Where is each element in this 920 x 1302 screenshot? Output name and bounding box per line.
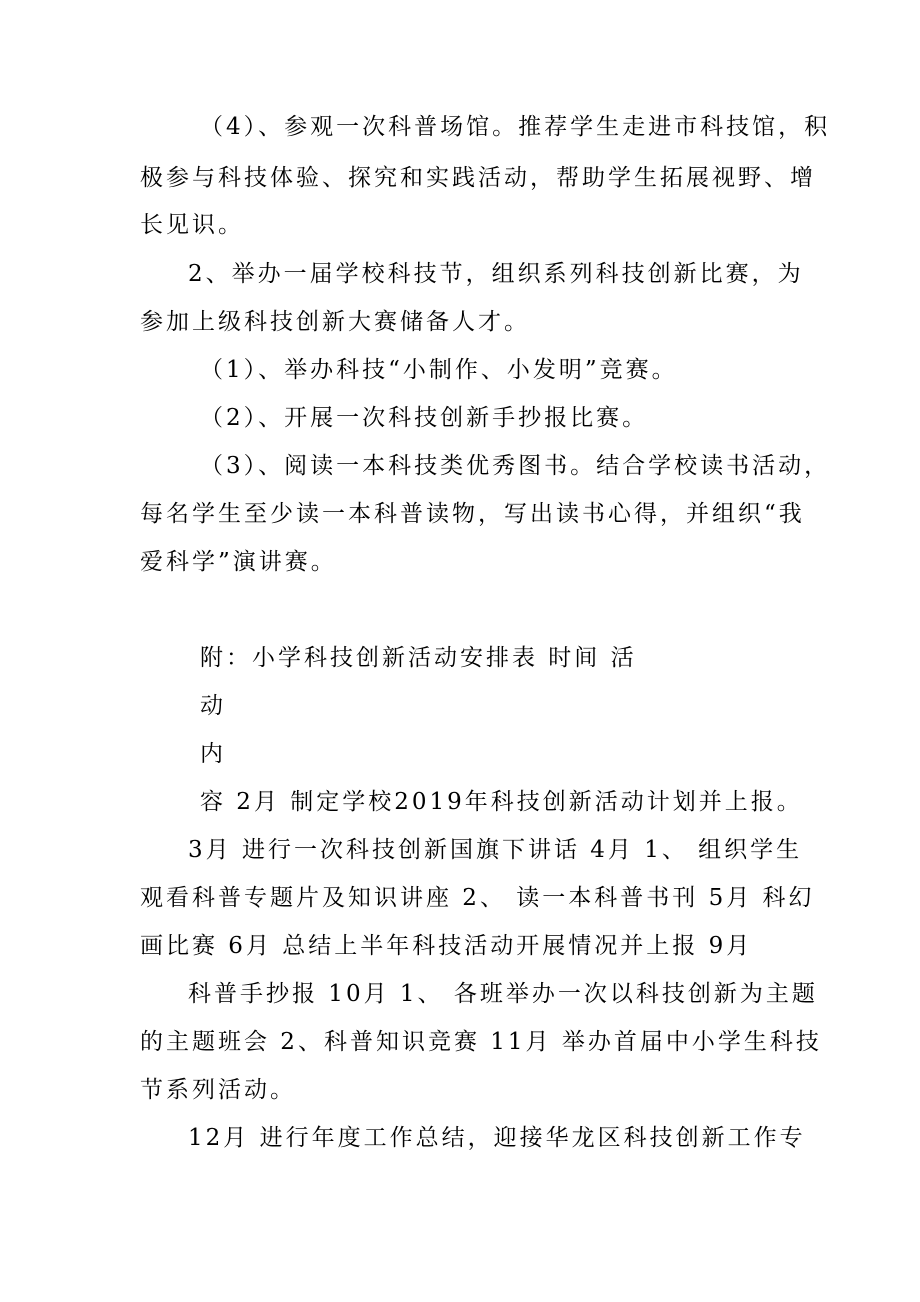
paragraph-line: （4）、参观一次科普场馆。推荐学生走进市科技馆，积 [200,114,831,140]
paragraph-line: 爱科学”演讲赛。 [140,549,337,575]
paragraph-line: 画比赛 6月 总结上半年科技活动开展情况并上报 9月 [140,933,753,959]
paragraph-line: 每名学生至少读一本科普读物，写出读书心得，并组织“我 [140,501,805,527]
paragraph-line: （2）、开展一次科技创新手抄报比赛。 [200,405,649,431]
paragraph-line: 容 2月 制定学校2019年科技创新活动计划并上报。 [200,789,803,815]
paragraph-line: 2、举办一届学校科技节，组织系列科技创新比赛，为 [188,261,804,287]
paragraph-line: 参加上级科技创新大赛储备人才。 [140,309,530,335]
appendix-heading: 附：小学科技创新活动安排表 时间 活 [200,645,637,671]
paragraph-line: 长见识。 [140,212,244,238]
paragraph-line: 3月 进行一次科技创新国旗下讲话 4月 1、 组织学生 [188,837,803,863]
paragraph-line: 的主题班会 2、科普知识竞赛 11月 举办首届中小学生科技 [140,1029,822,1055]
paragraph-line: 节系列活动。 [140,1077,296,1103]
paragraph-line: 12月 进行年度工作总结，迎接华龙区科技创新工作专 [188,1125,806,1151]
paragraph-line: 观看科普专题片及知识讲座 2、 读一本科普书刊 5月 科幻 [140,885,815,911]
paragraph-line: 内 [200,741,226,767]
paragraph-line: （3）、阅读一本科技类优秀图书。结合学校读书活动， [200,453,831,479]
paragraph-line: （1）、举办科技“小制作、小发明”竞赛。 [200,357,678,383]
paragraph-line: 极参与科技体验、探究和实践活动，帮助学生拓展视野、增 [140,165,816,191]
paragraph-line: 动 [200,693,226,719]
paragraph-line: 科普手抄报 10月 1、 各班举办一次以科技创新为主题 [188,981,818,1007]
